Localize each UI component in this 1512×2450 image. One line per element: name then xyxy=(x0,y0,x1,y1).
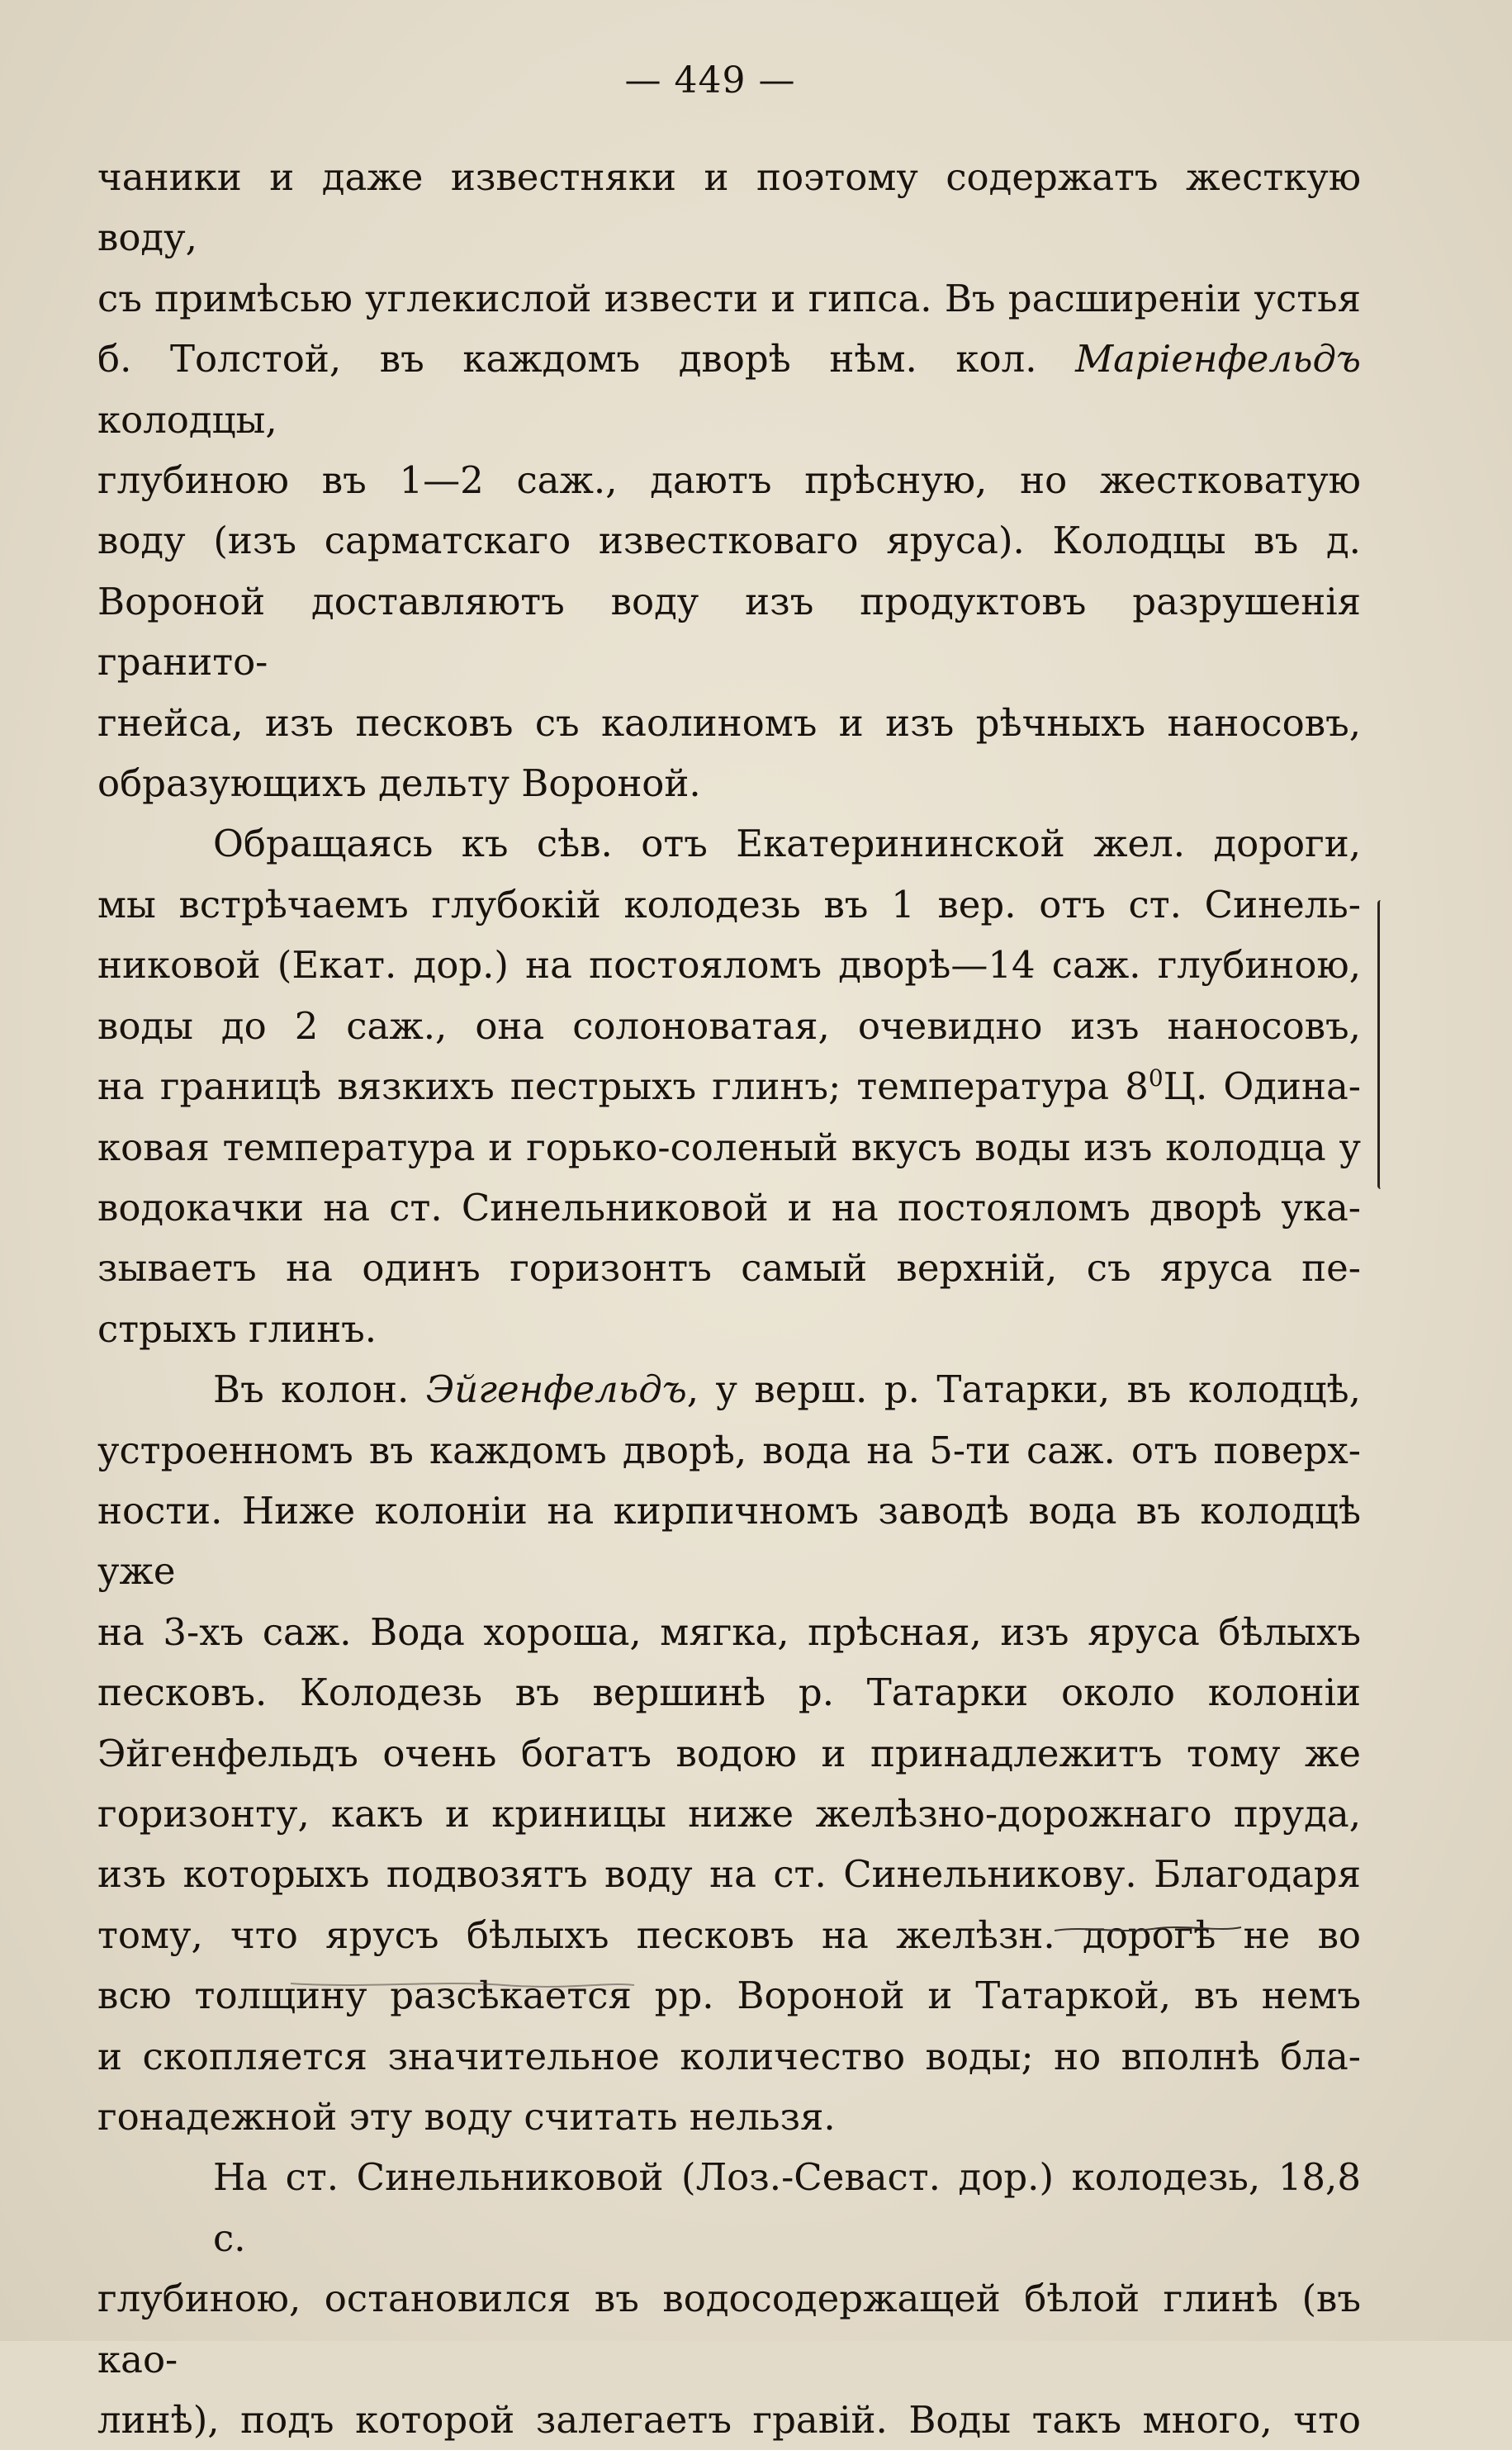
place-name-italic: Эйгенфельдъ xyxy=(425,1367,687,1412)
paragraph xyxy=(97,1359,1361,2147)
text-line: образующихъ дельту Вороной. xyxy=(97,761,701,806)
text-line: горизонту, какъ и криницы ниже желѣзно-дорожнаго пруда, xyxy=(97,1791,1361,1836)
margin-pencil-mark xyxy=(1377,900,1385,1189)
text-line: тому, что ярусъ бѣлыхъ песковъ на желѣзн. дорогѣ не во xyxy=(97,1912,1361,1957)
text-line: ности. Ниже колоніи на кирпичномъ заводѣ вода въ колодцѣ уже xyxy=(97,1488,1361,1594)
text-line: глубиною въ 1—2 саж., даютъ прѣсную, но жестковатую xyxy=(97,458,1361,503)
text-line: на 3-хъ саж. Вода хороша, мягка, прѣсная, изъ яруса бѣлыхъ xyxy=(97,1609,1361,1654)
text-line: устроенномъ въ каждомъ дворѣ, вода на 5-ти саж. отъ поверх- xyxy=(97,1428,1361,1472)
paragraph xyxy=(97,813,1361,1359)
paragraph xyxy=(97,147,1361,813)
pencil-underline xyxy=(1053,1922,1243,1937)
text-line: никовой (Екат. дор.) на постояломъ дворѣ—14 саж. глубиною, xyxy=(97,943,1361,988)
text-line: песковъ. Колодезь въ вершинѣ р. Татарки около колоніи xyxy=(97,1670,1361,1715)
text-line: съ примѣсью углекислой извести и гипса. Въ расширеніи устья xyxy=(97,276,1361,320)
text-line: на границѣ вязкихъ пестрыхъ глинъ; температура $8^0Ц$. Одина- xyxy=(97,1064,1361,1109)
text-line: стрыхъ глинъ. xyxy=(97,1306,377,1351)
text-line: глубиною, остановился въ водосодержащей бѣлой глинѣ (въ као- xyxy=(97,2277,1361,2381)
text-line: линѣ), подъ которой залегаетъ гравій. Воды такъ много, что xyxy=(97,2398,1361,2443)
superscript: 0 xyxy=(1148,1064,1164,1092)
text-line: На ст. Синельниковой (Лоз.-Севаст. дор.) колодезь, 18,8 с. xyxy=(213,2155,1361,2260)
text-line: гнейса, изъ песковъ съ каолиномъ и изъ рѣчныхъ наносовъ, xyxy=(97,700,1361,745)
paragraph xyxy=(97,2147,1361,2450)
text-line: и скопляется значительное количество воды; но вполнѣ бла- xyxy=(97,2034,1361,2078)
text-line: воды до 2 саж., она солоноватая, очевидно изъ наносовъ, xyxy=(97,1003,1361,1048)
text-line: ковая температура и горько-соленый вкусъ воды изъ колодца у xyxy=(97,1125,1361,1169)
text-line: Вороной доставляютъ воду изъ продуктовъ разрушенія гранито- xyxy=(97,579,1361,685)
text-line: Эйгенфельдъ очень богатъ водою и принадлежитъ тому же xyxy=(97,1731,1361,1775)
text-line: гонадежной эту воду считать нельзя. xyxy=(97,2095,836,2139)
text-line: зываетъ на одинъ горизонтъ самый верхній, съ яруса пе- xyxy=(97,1246,1361,1291)
text-line: Въ колон. Эйгенфельдъ, у верш. р. Татарки, въ колодцѣ, xyxy=(213,1367,1361,1412)
place-name-italic: Маріенфельдъ xyxy=(1075,337,1361,381)
page-number: — 449 — xyxy=(624,59,796,102)
pencil-underline xyxy=(289,1977,636,1992)
text-line: б. Толстой, въ каждомъ дворѣ нѣм. кол. Маріенфельдъ колодцы, xyxy=(97,337,1361,442)
text-line: воду (изъ сарматскаго известковаго яруса). Колодцы въ д. xyxy=(97,519,1361,563)
text-line: Обращаясь къ сѣв. отъ Екатерининской жел. дороги, xyxy=(213,822,1361,866)
body-text xyxy=(97,147,1361,2450)
text-line: чаники и даже известняки и поэтому содержатъ жесткую воду, xyxy=(97,155,1361,260)
text-line: изъ которыхъ подвозятъ воду на ст. Синельникову. Благодаря xyxy=(97,1852,1361,1897)
text-line: водокачки на ст. Синельниковой и на постояломъ дворѣ ука- xyxy=(97,1185,1361,1230)
text-line: мы встрѣчаемъ глубокій колодезь въ 1 вер. отъ ст. Синель- xyxy=(97,882,1361,926)
text-line: всю толщину разсѣкается рр. Вороной и Татаркой, въ немъ xyxy=(97,1974,1361,2018)
